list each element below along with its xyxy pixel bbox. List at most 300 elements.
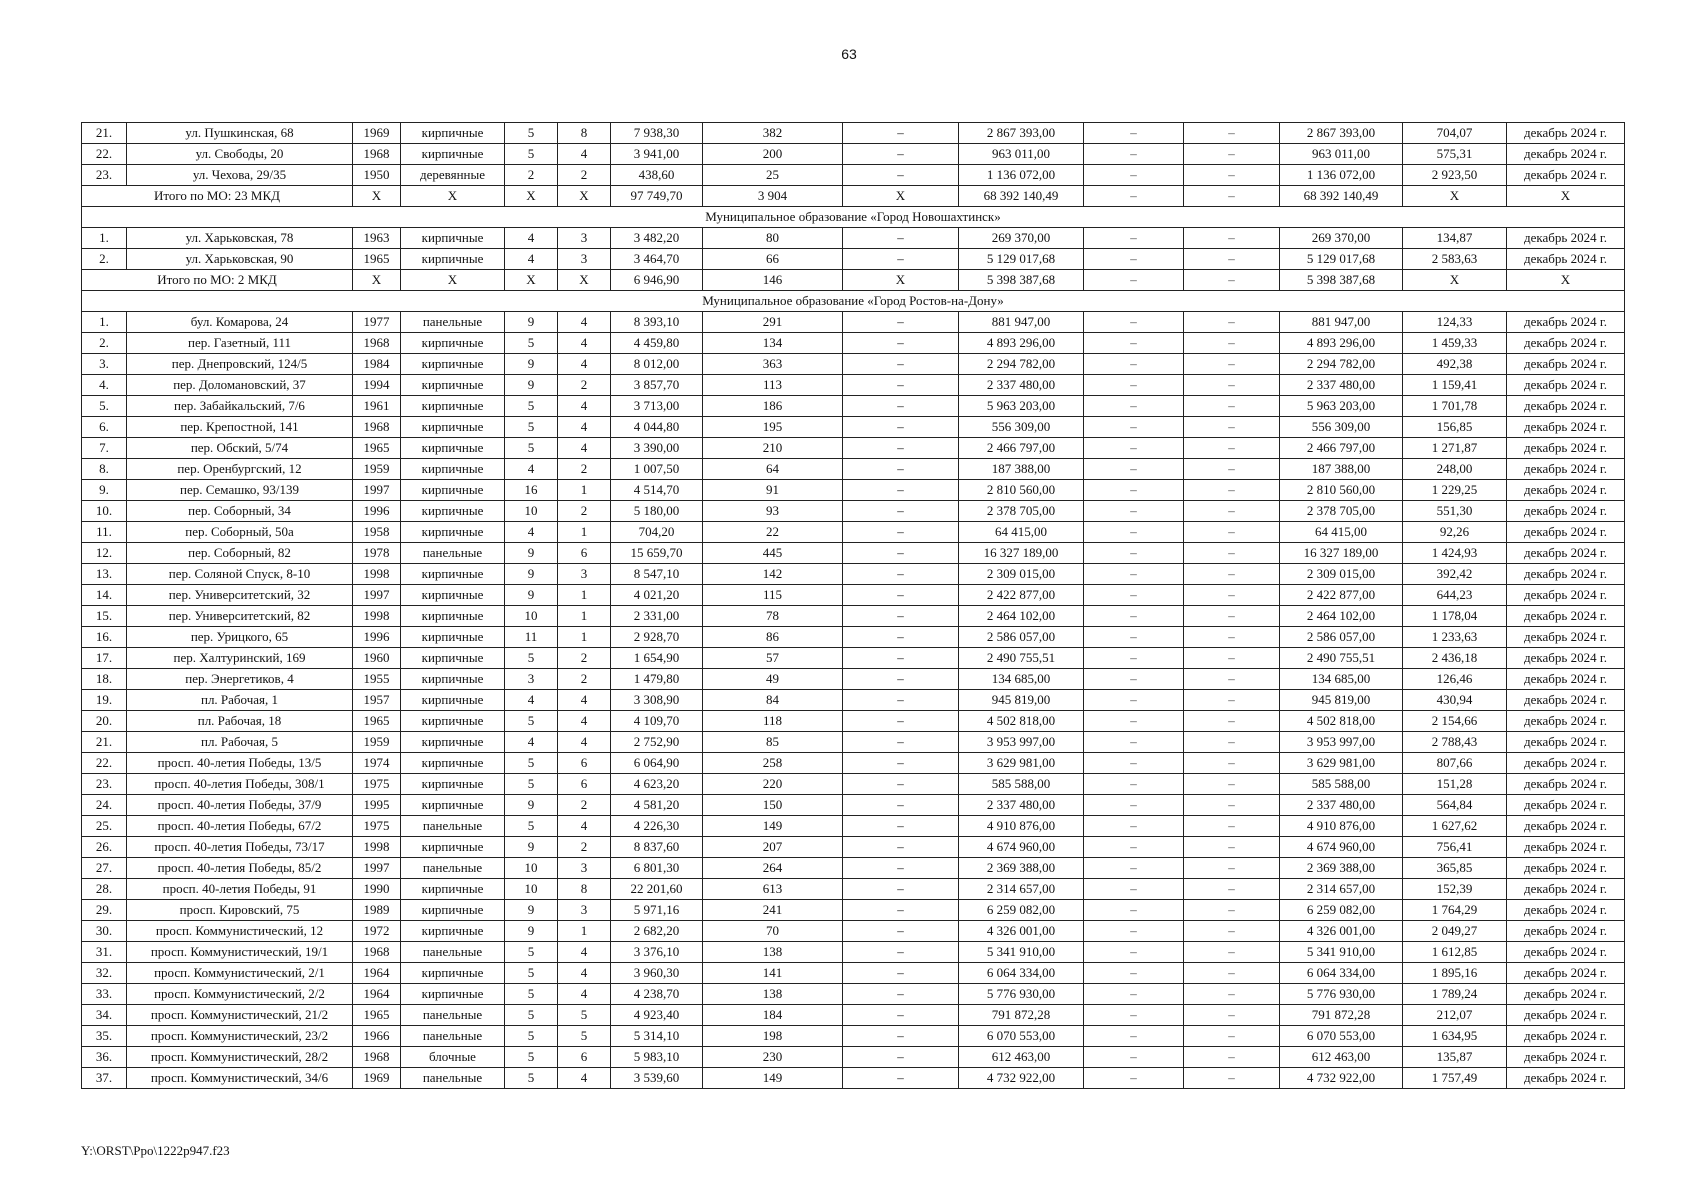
table-cell: –	[1084, 900, 1184, 921]
table-cell: ул. Харьковская, 78	[127, 228, 353, 249]
table-cell: декабрь 2024 г.	[1507, 858, 1625, 879]
table-cell: 2 586 057,00	[1280, 627, 1403, 648]
table-cell: пер. Соборный, 34	[127, 501, 353, 522]
table-cell: декабрь 2024 г.	[1507, 1026, 1625, 1047]
table-cell: декабрь 2024 г.	[1507, 396, 1625, 417]
table-cell: –	[1084, 354, 1184, 375]
table-cell: 2.	[82, 249, 127, 270]
table-row	[82, 459, 1625, 480]
table-cell: 1 701,78	[1403, 396, 1507, 417]
table-cell: 85	[703, 732, 843, 753]
table-cell: панельные	[401, 1026, 505, 1047]
table-cell: –	[843, 921, 959, 942]
table-cell: 22	[703, 522, 843, 543]
total-row	[82, 270, 1625, 291]
section-header-row	[82, 291, 1625, 312]
table-cell: пер. Забайкальский, 7/6	[127, 396, 353, 417]
table-cell: –	[1184, 312, 1280, 333]
table-cell: –	[843, 501, 959, 522]
table-cell: кирпичные	[401, 963, 505, 984]
table-cell: декабрь 2024 г.	[1507, 732, 1625, 753]
table-cell: 8 547,10	[611, 564, 703, 585]
table-cell: 3 539,60	[611, 1068, 703, 1089]
table-cell: 4	[505, 522, 558, 543]
table-cell: 124,33	[1403, 312, 1507, 333]
table-cell: 195	[703, 417, 843, 438]
table-cell: 4	[558, 396, 611, 417]
table-cell: –	[843, 648, 959, 669]
table-cell: 49	[703, 669, 843, 690]
table-cell: 8	[558, 123, 611, 144]
table-cell: пер. Энергетиков, 4	[127, 669, 353, 690]
table-cell: 2 583,63	[1403, 249, 1507, 270]
table-cell: просп. 40-летия Победы, 13/5	[127, 753, 353, 774]
total-cell: –	[1084, 270, 1184, 291]
total-cell: 68 392 140,49	[959, 186, 1084, 207]
table-cell: кирпичные	[401, 375, 505, 396]
table-cell: бул. Комарова, 24	[127, 312, 353, 333]
table-row	[82, 165, 1625, 186]
table-cell: 4	[558, 816, 611, 837]
table-cell: ул. Пушкинская, 68	[127, 123, 353, 144]
table-cell: 7.	[82, 438, 127, 459]
table-cell: 6.	[82, 417, 127, 438]
table-cell: 1998	[353, 564, 401, 585]
table-cell: декабрь 2024 г.	[1507, 942, 1625, 963]
table-cell: 1959	[353, 459, 401, 480]
table-cell: 5	[558, 1005, 611, 1026]
table-cell: 1968	[353, 1047, 401, 1068]
table-row	[82, 627, 1625, 648]
table-cell: 10	[505, 501, 558, 522]
table-cell: 9.	[82, 480, 127, 501]
table-cell: –	[1084, 249, 1184, 270]
table-cell: 1996	[353, 627, 401, 648]
table-cell: 1	[558, 480, 611, 501]
table-cell: кирпичные	[401, 795, 505, 816]
table-cell: 9	[505, 354, 558, 375]
table-cell: 7 938,30	[611, 123, 703, 144]
housing-registry-table	[81, 122, 1625, 1089]
table-cell: 6 064 334,00	[959, 963, 1084, 984]
table-row	[82, 879, 1625, 900]
table-cell: панельные	[401, 942, 505, 963]
table-cell: 11.	[82, 522, 127, 543]
total-cell: –	[1184, 270, 1280, 291]
table-cell: 963 011,00	[1280, 144, 1403, 165]
table-row	[82, 921, 1625, 942]
table-row	[82, 144, 1625, 165]
table-cell: 6	[558, 753, 611, 774]
table-cell: –	[1184, 165, 1280, 186]
table-cell: кирпичные	[401, 249, 505, 270]
table-cell: 18.	[82, 669, 127, 690]
table-cell: 138	[703, 942, 843, 963]
table-row	[82, 816, 1625, 837]
table-cell: кирпичные	[401, 648, 505, 669]
table-cell: 230	[703, 1047, 843, 1068]
table-cell: кирпичные	[401, 774, 505, 795]
table-row	[82, 942, 1625, 963]
table-cell: 6	[558, 774, 611, 795]
table-cell: –	[1184, 1047, 1280, 1068]
table-cell: 8 012,00	[611, 354, 703, 375]
table-cell: –	[1084, 984, 1184, 1005]
table-row	[82, 669, 1625, 690]
table-cell: 2 586 057,00	[959, 627, 1084, 648]
table-cell: кирпичные	[401, 354, 505, 375]
total-cell: X	[843, 186, 959, 207]
table-cell: 1998	[353, 837, 401, 858]
table-row	[82, 417, 1625, 438]
table-cell: 1 459,33	[1403, 333, 1507, 354]
total-cell: X	[353, 270, 401, 291]
table-cell: 64 415,00	[1280, 522, 1403, 543]
table-cell: –	[843, 585, 959, 606]
table-cell: 5	[505, 396, 558, 417]
table-cell: 1965	[353, 249, 401, 270]
table-cell: 881 947,00	[959, 312, 1084, 333]
table-cell: декабрь 2024 г.	[1507, 144, 1625, 165]
table-cell: 2	[558, 837, 611, 858]
table-cell: 5 129 017,68	[1280, 249, 1403, 270]
table-cell: 4	[558, 690, 611, 711]
table-cell: 5 776 930,00	[1280, 984, 1403, 1005]
table-cell: декабрь 2024 г.	[1507, 1047, 1625, 1068]
table-cell: 5.	[82, 396, 127, 417]
table-cell: 200	[703, 144, 843, 165]
table-row	[82, 753, 1625, 774]
table-cell: –	[843, 963, 959, 984]
table-cell: 3 376,10	[611, 942, 703, 963]
table-cell: –	[1084, 816, 1184, 837]
table-cell: –	[843, 396, 959, 417]
table-row	[82, 690, 1625, 711]
table-cell: кирпичные	[401, 123, 505, 144]
table-cell: –	[843, 669, 959, 690]
table-cell: 1984	[353, 354, 401, 375]
table-cell: 141	[703, 963, 843, 984]
table-cell: 4 021,20	[611, 585, 703, 606]
table-cell: 5	[505, 333, 558, 354]
table-cell: 9	[505, 921, 558, 942]
table-cell: 64	[703, 459, 843, 480]
table-cell: 1957	[353, 690, 401, 711]
table-cell: 4 238,70	[611, 984, 703, 1005]
table-cell: ул. Свободы, 20	[127, 144, 353, 165]
table-cell: кирпичные	[401, 879, 505, 900]
table-cell: 1968	[353, 417, 401, 438]
table-cell: 2 788,43	[1403, 732, 1507, 753]
table-cell: декабрь 2024 г.	[1507, 795, 1625, 816]
table-cell: просп. Кировский, 75	[127, 900, 353, 921]
table-cell: декабрь 2024 г.	[1507, 879, 1625, 900]
table-cell: 1964	[353, 963, 401, 984]
table-cell: 9	[505, 900, 558, 921]
table-cell: 291	[703, 312, 843, 333]
table-cell: 150	[703, 795, 843, 816]
table-cell: 492,38	[1403, 354, 1507, 375]
table-cell: –	[1084, 795, 1184, 816]
table-cell: 5	[505, 711, 558, 732]
table-cell: 4 459,80	[611, 333, 703, 354]
table-cell: 1965	[353, 438, 401, 459]
table-cell: –	[843, 1005, 959, 1026]
table-cell: –	[843, 816, 959, 837]
table-cell: 4	[558, 354, 611, 375]
table-cell: просп. Коммунистический, 19/1	[127, 942, 353, 963]
table-cell: 4 910 876,00	[1280, 816, 1403, 837]
table-cell: 70	[703, 921, 843, 942]
table-cell: 8 837,60	[611, 837, 703, 858]
table-cell: 4	[505, 732, 558, 753]
table-cell: 2 309 015,00	[1280, 564, 1403, 585]
table-cell: 10.	[82, 501, 127, 522]
table-cell: –	[1184, 795, 1280, 816]
table-cell: 4 326 001,00	[1280, 921, 1403, 942]
table-cell: 2	[558, 459, 611, 480]
table-cell: –	[1184, 522, 1280, 543]
table-cell: 9	[505, 312, 558, 333]
table-cell: 3	[558, 564, 611, 585]
table-cell: 4	[558, 417, 611, 438]
total-cell: X	[505, 270, 558, 291]
table-cell: –	[1084, 1026, 1184, 1047]
table-cell: 363	[703, 354, 843, 375]
table-row	[82, 333, 1625, 354]
table-cell: –	[843, 606, 959, 627]
total-cell: X	[843, 270, 959, 291]
table-cell: декабрь 2024 г.	[1507, 228, 1625, 249]
table-cell: 2 337 480,00	[959, 795, 1084, 816]
table-cell: 2 810 560,00	[959, 480, 1084, 501]
table-cell: –	[1084, 417, 1184, 438]
table-cell: –	[843, 879, 959, 900]
table-cell: –	[843, 354, 959, 375]
table-cell: 16	[505, 480, 558, 501]
table-row	[82, 795, 1625, 816]
table-cell: пер. Доломановский, 37	[127, 375, 353, 396]
table-cell: 585 588,00	[1280, 774, 1403, 795]
table-cell: декабрь 2024 г.	[1507, 774, 1625, 795]
table-cell: –	[1184, 585, 1280, 606]
table-cell: 4	[558, 711, 611, 732]
table-cell: –	[1184, 1068, 1280, 1089]
table-cell: 4 109,70	[611, 711, 703, 732]
table-cell: 4	[558, 963, 611, 984]
table-cell: –	[1184, 669, 1280, 690]
table-cell: –	[1084, 606, 1184, 627]
table-cell: 5	[505, 438, 558, 459]
table-cell: декабрь 2024 г.	[1507, 522, 1625, 543]
table-cell: декабрь 2024 г.	[1507, 900, 1625, 921]
table-cell: просп. Коммунистический, 12	[127, 921, 353, 942]
table-cell: пер. Соляной Спуск, 8-10	[127, 564, 353, 585]
table-row	[82, 123, 1625, 144]
table-cell: кирпичные	[401, 837, 505, 858]
table-cell: –	[1084, 879, 1184, 900]
table-cell: 3 857,70	[611, 375, 703, 396]
table-cell: пер. Семашко, 93/139	[127, 480, 353, 501]
table-cell: –	[843, 459, 959, 480]
table-cell: пер. Университетский, 82	[127, 606, 353, 627]
table-row	[82, 564, 1625, 585]
table-cell: –	[1084, 921, 1184, 942]
table-cell: блочные	[401, 1047, 505, 1068]
table-cell: –	[1084, 543, 1184, 564]
total-cell: X	[1403, 186, 1507, 207]
table-cell: декабрь 2024 г.	[1507, 984, 1625, 1005]
total-cell: X	[401, 186, 505, 207]
table-cell: 1963	[353, 228, 401, 249]
table-row	[82, 249, 1625, 270]
table-cell: 142	[703, 564, 843, 585]
total-cell: 146	[703, 270, 843, 291]
table-cell: –	[843, 1047, 959, 1068]
table-cell: 84	[703, 690, 843, 711]
table-cell: декабрь 2024 г.	[1507, 249, 1625, 270]
table-cell: декабрь 2024 г.	[1507, 480, 1625, 501]
table-row	[82, 312, 1625, 333]
table-cell: –	[843, 333, 959, 354]
table-cell: 2 466 797,00	[1280, 438, 1403, 459]
table-cell: 2 867 393,00	[1280, 123, 1403, 144]
table-cell: 1978	[353, 543, 401, 564]
table-cell: 4	[558, 312, 611, 333]
table-cell: 1989	[353, 900, 401, 921]
total-cell: X	[1507, 186, 1625, 207]
table-row	[82, 732, 1625, 753]
table-cell: 4 923,40	[611, 1005, 703, 1026]
table-cell: 2 490 755,51	[959, 648, 1084, 669]
table-body	[82, 123, 1625, 1089]
table-cell: 5	[505, 1047, 558, 1068]
table-cell: 556 309,00	[1280, 417, 1403, 438]
table-cell: 4 732 922,00	[959, 1068, 1084, 1089]
table-cell: –	[1184, 417, 1280, 438]
table-cell: –	[1084, 396, 1184, 417]
table-cell: –	[843, 900, 959, 921]
table-cell: 1	[558, 606, 611, 627]
table-cell: 1998	[353, 606, 401, 627]
table-row	[82, 480, 1625, 501]
table-cell: декабрь 2024 г.	[1507, 837, 1625, 858]
table-cell: 184	[703, 1005, 843, 1026]
table-cell: –	[1184, 354, 1280, 375]
table-cell: 5	[558, 1026, 611, 1047]
table-cell: 207	[703, 837, 843, 858]
table-cell: 134,87	[1403, 228, 1507, 249]
table-row	[82, 984, 1625, 1005]
table-cell: –	[843, 1026, 959, 1047]
table-cell: –	[1084, 1047, 1184, 1068]
table-cell: 4 623,20	[611, 774, 703, 795]
table-cell: панельные	[401, 543, 505, 564]
table-cell: 1 895,16	[1403, 963, 1507, 984]
table-cell: –	[1184, 480, 1280, 501]
table-cell: 1 136 072,00	[959, 165, 1084, 186]
table-cell: 3	[558, 900, 611, 921]
table-cell: 6 064 334,00	[1280, 963, 1403, 984]
table-cell: 149	[703, 816, 843, 837]
table-cell: 5	[505, 648, 558, 669]
table-cell: 8.	[82, 459, 127, 480]
table-cell: 365,85	[1403, 858, 1507, 879]
table-cell: пер. Халтуринский, 169	[127, 648, 353, 669]
table-cell: 4	[558, 144, 611, 165]
table-cell: 29.	[82, 900, 127, 921]
table-cell: 20.	[82, 711, 127, 732]
table-cell: 1964	[353, 984, 401, 1005]
table-cell: 1 178,04	[1403, 606, 1507, 627]
table-cell: 1950	[353, 165, 401, 186]
table-cell: 27.	[82, 858, 127, 879]
table-cell: 807,66	[1403, 753, 1507, 774]
table-cell: 5	[505, 774, 558, 795]
table-row	[82, 711, 1625, 732]
table-cell: 791 872,28	[1280, 1005, 1403, 1026]
table-cell: 4 893 296,00	[959, 333, 1084, 354]
total-cell: X	[1403, 270, 1507, 291]
table-cell: 5	[505, 963, 558, 984]
table-cell: –	[1084, 753, 1184, 774]
table-cell: 134 685,00	[1280, 669, 1403, 690]
table-cell: 3 390,00	[611, 438, 703, 459]
table-cell: 9	[505, 585, 558, 606]
table-cell: 1 159,41	[1403, 375, 1507, 396]
table-cell: кирпичные	[401, 585, 505, 606]
table-cell: –	[1084, 690, 1184, 711]
table-cell: 4 502 818,00	[959, 711, 1084, 732]
table-cell: ул. Харьковская, 90	[127, 249, 353, 270]
table-cell: –	[1184, 984, 1280, 1005]
table-cell: 15.	[82, 606, 127, 627]
table-cell: 80	[703, 228, 843, 249]
table-cell: –	[1084, 585, 1184, 606]
table-cell: –	[1084, 669, 1184, 690]
table-cell: декабрь 2024 г.	[1507, 606, 1625, 627]
table-cell: 10	[505, 858, 558, 879]
table-cell: 644,23	[1403, 585, 1507, 606]
table-cell: 1966	[353, 1026, 401, 1047]
table-cell: –	[1084, 774, 1184, 795]
table-cell: 11	[505, 627, 558, 648]
table-cell: 28.	[82, 879, 127, 900]
table-cell: 14.	[82, 585, 127, 606]
table-cell: 16.	[82, 627, 127, 648]
table-row	[82, 396, 1625, 417]
table-cell: –	[1184, 816, 1280, 837]
table-cell: декабрь 2024 г.	[1507, 1005, 1625, 1026]
table-cell: 5	[505, 1068, 558, 1089]
table-cell: 551,30	[1403, 501, 1507, 522]
table-cell: 2 337 480,00	[1280, 795, 1403, 816]
table-cell: –	[1184, 774, 1280, 795]
table-cell: 4 674 960,00	[1280, 837, 1403, 858]
total-cell: –	[1084, 186, 1184, 207]
table-cell: –	[1084, 858, 1184, 879]
total-label: Итого по МО: 2 МКД	[82, 270, 353, 291]
table-row	[82, 774, 1625, 795]
table-cell: просп. Коммунистический, 2/2	[127, 984, 353, 1005]
table-cell: 2 867 393,00	[959, 123, 1084, 144]
table-cell: –	[1084, 312, 1184, 333]
table-cell: пер. Днепровский, 124/5	[127, 354, 353, 375]
table-cell: 2 422 877,00	[1280, 585, 1403, 606]
table-cell: 1996	[353, 501, 401, 522]
table-cell: –	[1084, 1068, 1184, 1089]
table-cell: 16 327 189,00	[1280, 543, 1403, 564]
